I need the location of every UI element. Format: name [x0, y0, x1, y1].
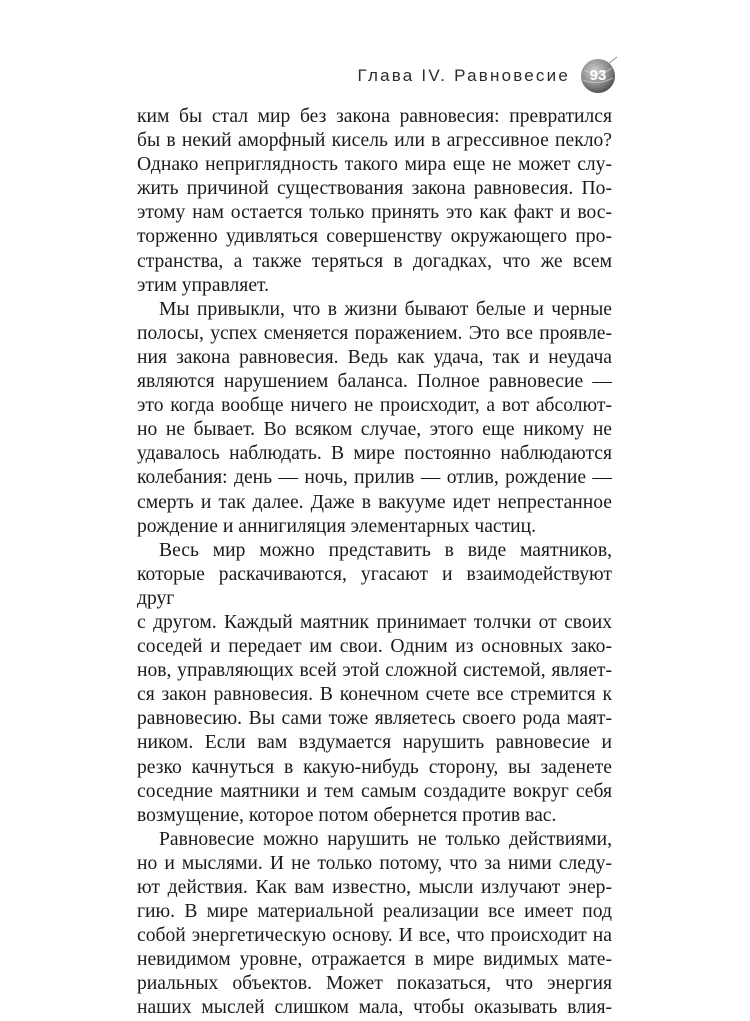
text-line: смерть и так далее. Даже в вакууме идет непрестанное [137, 491, 612, 513]
text-line: но не бывает. Во всяком случае, этого еще никому не [137, 419, 612, 441]
text-line: полосы, успех сменяется поражением. Это все проявле- [137, 322, 612, 344]
text-line: равновесию. Вы сами тоже являетесь своего рода маят- [137, 708, 612, 730]
text-line: соседей и передает им свои. Одним из основных зако- [137, 636, 612, 658]
text-line: но и мыслями. И не только потому, что за ними следу- [137, 852, 612, 874]
body-text [137, 105, 612, 1021]
text-line: резко качнуться в какую-нибудь сторону, вы заденете [137, 756, 612, 778]
text-line: Однако неприглядность такого мира еще не может слу- [137, 154, 612, 176]
text-line: ния закона равновесия. Ведь как удача, так и неудача [137, 346, 612, 368]
text-line: невидимом уровне, отражается в мире видимых мате- [137, 949, 612, 971]
text-line: гию. В мире материальной реализации все имеет под [137, 901, 612, 923]
text-line: которые раскачиваются, угасают и взаимодействуют друг [137, 563, 612, 609]
text-line: Мы привыкли, что в жизни бывают белые и черные [159, 298, 612, 320]
page-number-badge [578, 56, 618, 96]
paragraph-2 [137, 298, 612, 539]
text-line: торженно удивляться совершенству окружающего про- [137, 226, 612, 248]
text-line: наших мыслей слишком мала, чтобы оказывать влия- [137, 997, 612, 1019]
text-line: ся закон равновесия. В конечном счете все стремится к [137, 684, 612, 706]
text-line: странства, а также теряться в догадках, что же всем [137, 250, 612, 272]
text-line: жить причиной существования закона равновесия. По- [137, 178, 612, 200]
text-line: этим управляет. [137, 274, 269, 296]
text-line: ким бы стал мир без закона равновесия: превратился [137, 106, 612, 127]
text-line: являются нарушением баланса. Полное равновесие — [137, 371, 612, 393]
text-line: собой энергетическую основу. И все, что происходит на [137, 925, 612, 947]
text-line: возмущение, которое потом обернется против вас. [137, 804, 557, 826]
text-line: бы в некий аморфный кисель или в агрессивное пекло? [137, 130, 612, 152]
text-line: Равновесие можно нарушить не только действиями, [159, 828, 612, 850]
text-line: ют действия. Как вам известно, мысли излучают энер- [137, 877, 612, 898]
text-line: с другом. Каждый маятник принимает толчки от своих [137, 611, 612, 633]
paragraph-3 [137, 539, 612, 828]
text-line: этому нам остается только принять это как факт и вос- [137, 202, 612, 224]
chapter-title: Глава IV. Равновесие [357, 66, 570, 85]
text-line: риальных объектов. Может показаться, что энергия [137, 973, 612, 995]
paragraph-1 [137, 105, 612, 298]
paragraph-4 [137, 828, 612, 1021]
running-header [358, 56, 618, 96]
text-line: колебания: день — ночь, прилив — отлив, рождение — [137, 467, 612, 489]
text-line: это когда вообще ничего не происходит, а вот абсолют- [137, 395, 612, 417]
text-line: удавалось наблюдать. В мире постоянно наблюдаются [137, 443, 612, 465]
text-line: ником. Если вам вздумается нарушить равновесие и [137, 732, 612, 754]
text-line: Весь мир можно представить в виде маятников, [159, 539, 612, 561]
text-line: соседние маятники и тем самым создадите вокруг себя [137, 780, 612, 802]
text-line: нов, управляющих всей этой сложной системой, являет- [137, 660, 612, 682]
page-number: 93 [589, 67, 607, 84]
text-line: рождение и аннигиляция элементарных частиц. [137, 515, 537, 537]
